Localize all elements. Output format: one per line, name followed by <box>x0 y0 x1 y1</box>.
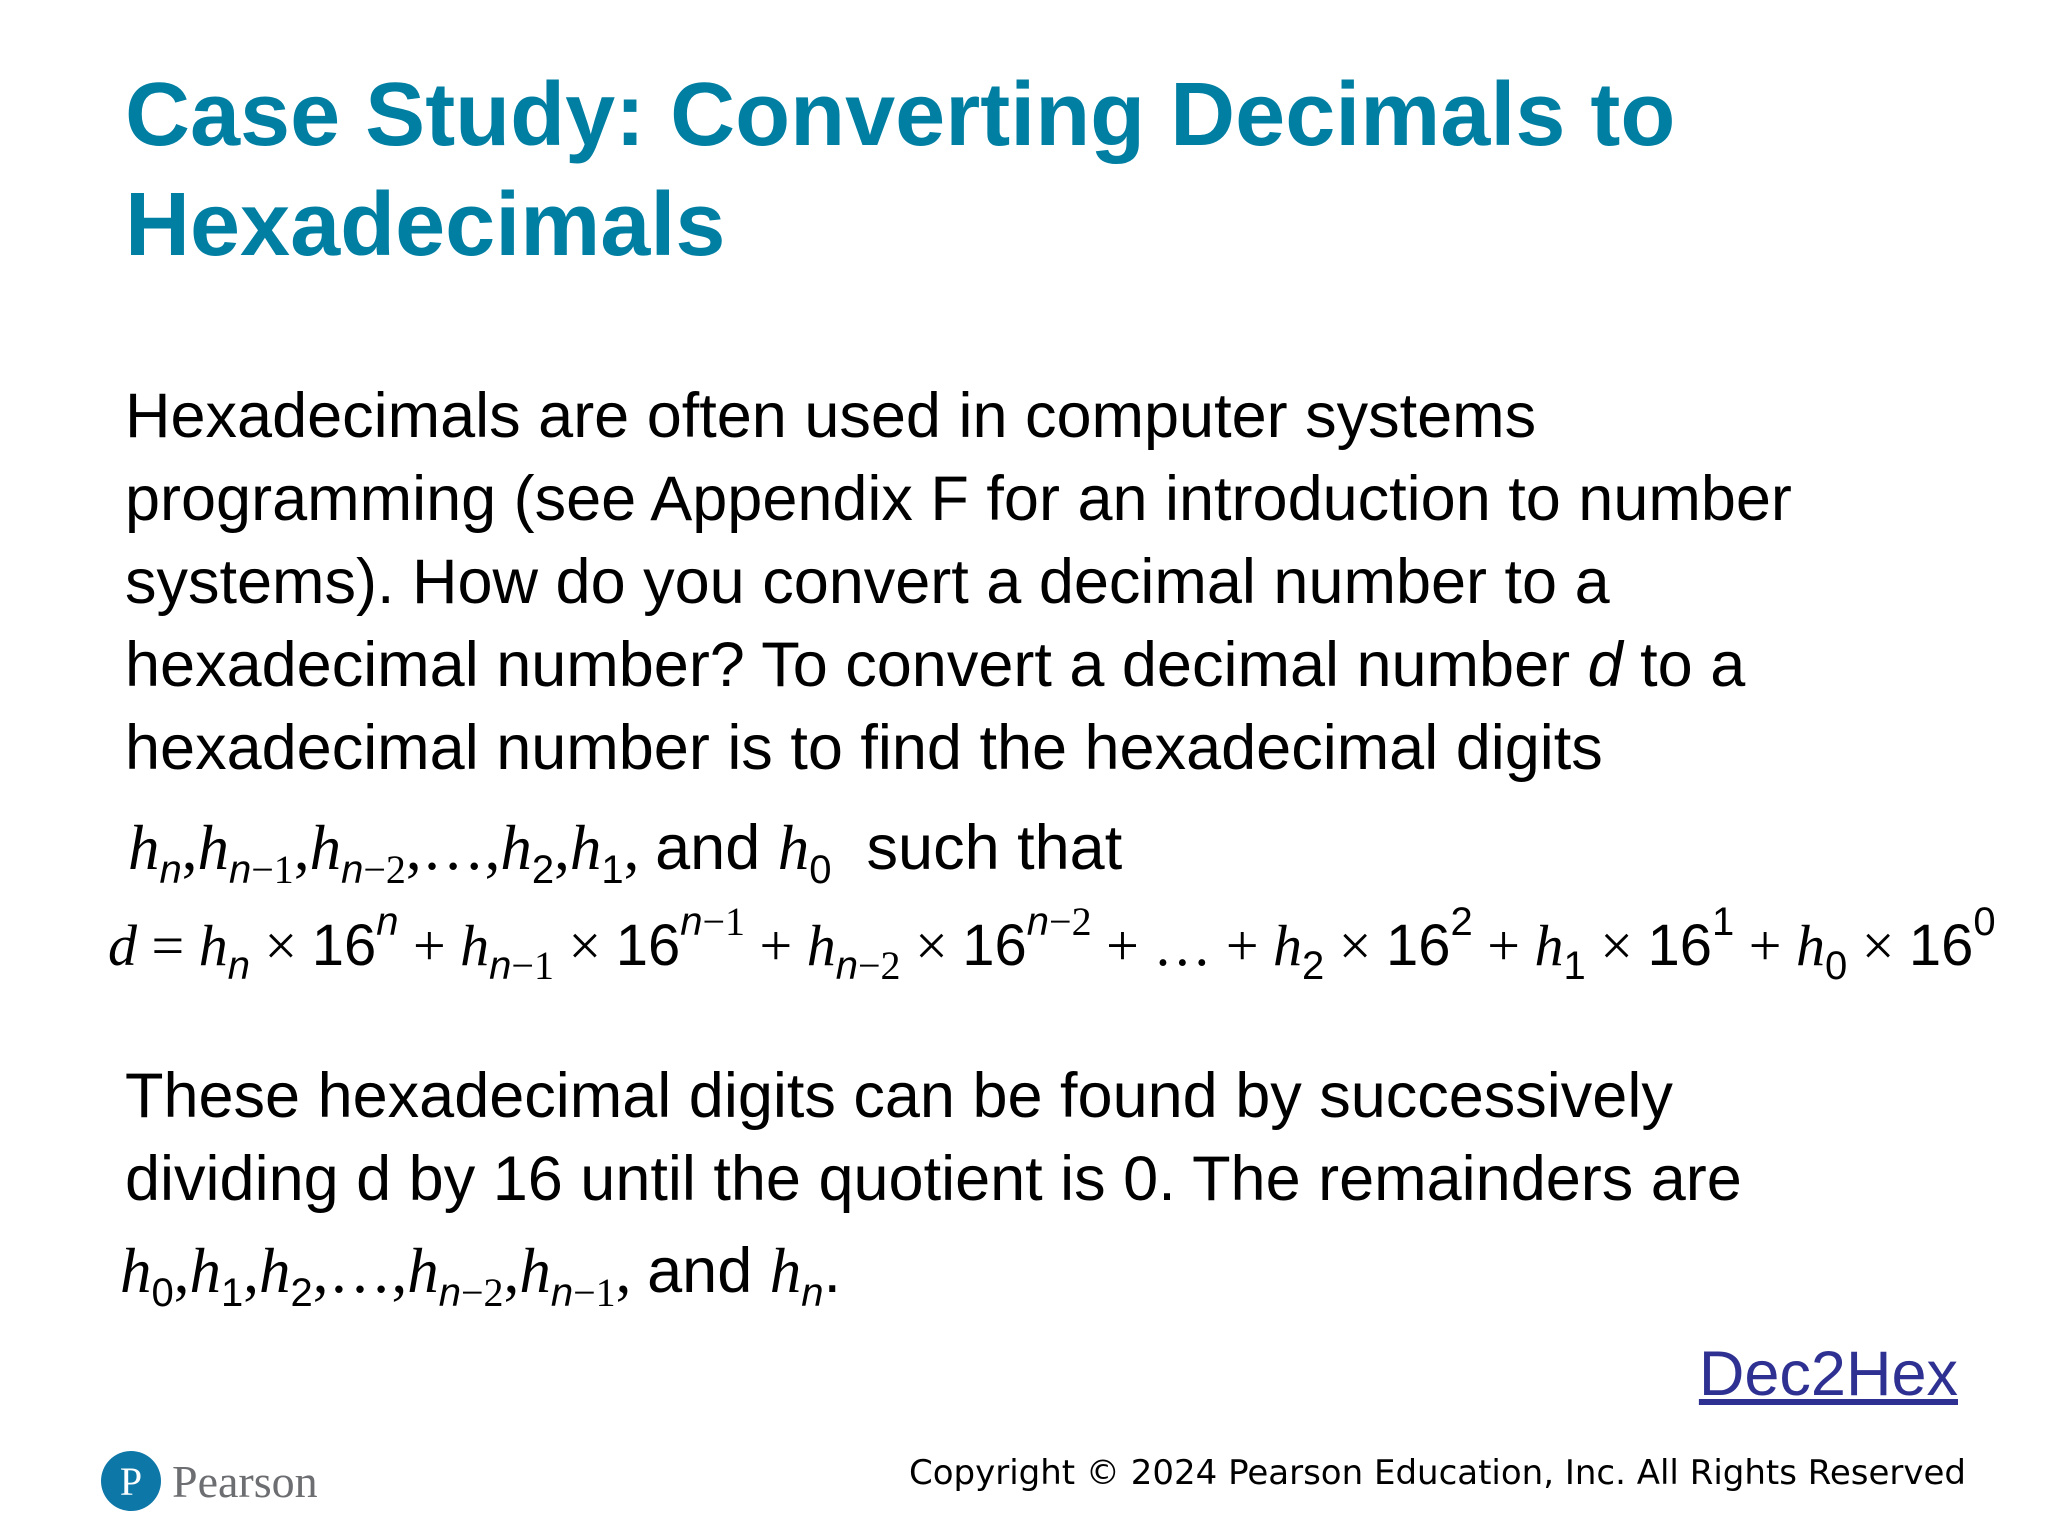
intro-line-4 <box>125 624 2025 707</box>
outro-line-2: dividing d by 16 until the quotient is 0. The remainders are <box>125 1144 1742 1214</box>
digits-such-that: such that <box>866 813 1123 883</box>
title-line-1: Case Study: Converting Decimals to <box>125 65 1676 165</box>
dec2hex-link[interactable]: Dec2Hex <box>1698 1339 1958 1409</box>
outro-paragraph <box>125 1055 2025 1221</box>
remainders-and: and <box>647 1236 753 1306</box>
pearson-logo <box>100 1450 318 1512</box>
intro-line-1: Hexadecimals are often used in computer systems <box>125 381 1537 451</box>
remainders-list: $h_0,h_1,h_2,\dots,h_{n-2},h_{n-1}$, and $h_n$. <box>120 1236 842 1315</box>
conversion-formula: $d = h_n \times 16^n + h_{n-1} \times 16^{n-1} + h_{n-2} \times 16^{n-2}$ + … + $h_2 \times 16^2 + h_1 \times 16^1 + h_0 \times 16^0$ <box>108 899 1996 988</box>
pearson-wordmark: Pearson <box>172 1455 318 1507</box>
variable-d: d <box>1587 630 1623 700</box>
digits-and: and <box>655 813 761 883</box>
digits-h0: $h_0$ <box>777 813 832 892</box>
intro-line-2: programming (see Appendix F for an introduction to number <box>125 464 1792 534</box>
pearson-logo-icon <box>100 1450 162 1512</box>
copyright-notice: Copyright © 2024 Pearson Education, Inc. All Rights Reserved <box>908 1453 1966 1493</box>
outro-line-1: These hexadecimal digits can be found by successively <box>125 1061 1673 1131</box>
svg-text:P: P <box>119 1459 143 1504</box>
intro-line-3: systems). How do you convert a decimal number to a <box>125 547 1610 617</box>
intro-line-4-text: hexadecimal number? To convert a decimal number <box>125 630 1588 700</box>
intro-paragraph <box>125 375 2025 790</box>
digits-math: $h_n,h_{n-1},h_{n-2},\dots,h_2,h_1$, <box>128 813 656 892</box>
hex-digits-list <box>128 812 1122 893</box>
slide-title <box>125 60 1925 280</box>
intro-line-4-tail: to a <box>1622 630 1746 700</box>
title-line-2: Hexadecimals <box>125 175 726 275</box>
intro-line-5: hexadecimal number is to find the hexadecimal digits <box>125 713 1603 783</box>
